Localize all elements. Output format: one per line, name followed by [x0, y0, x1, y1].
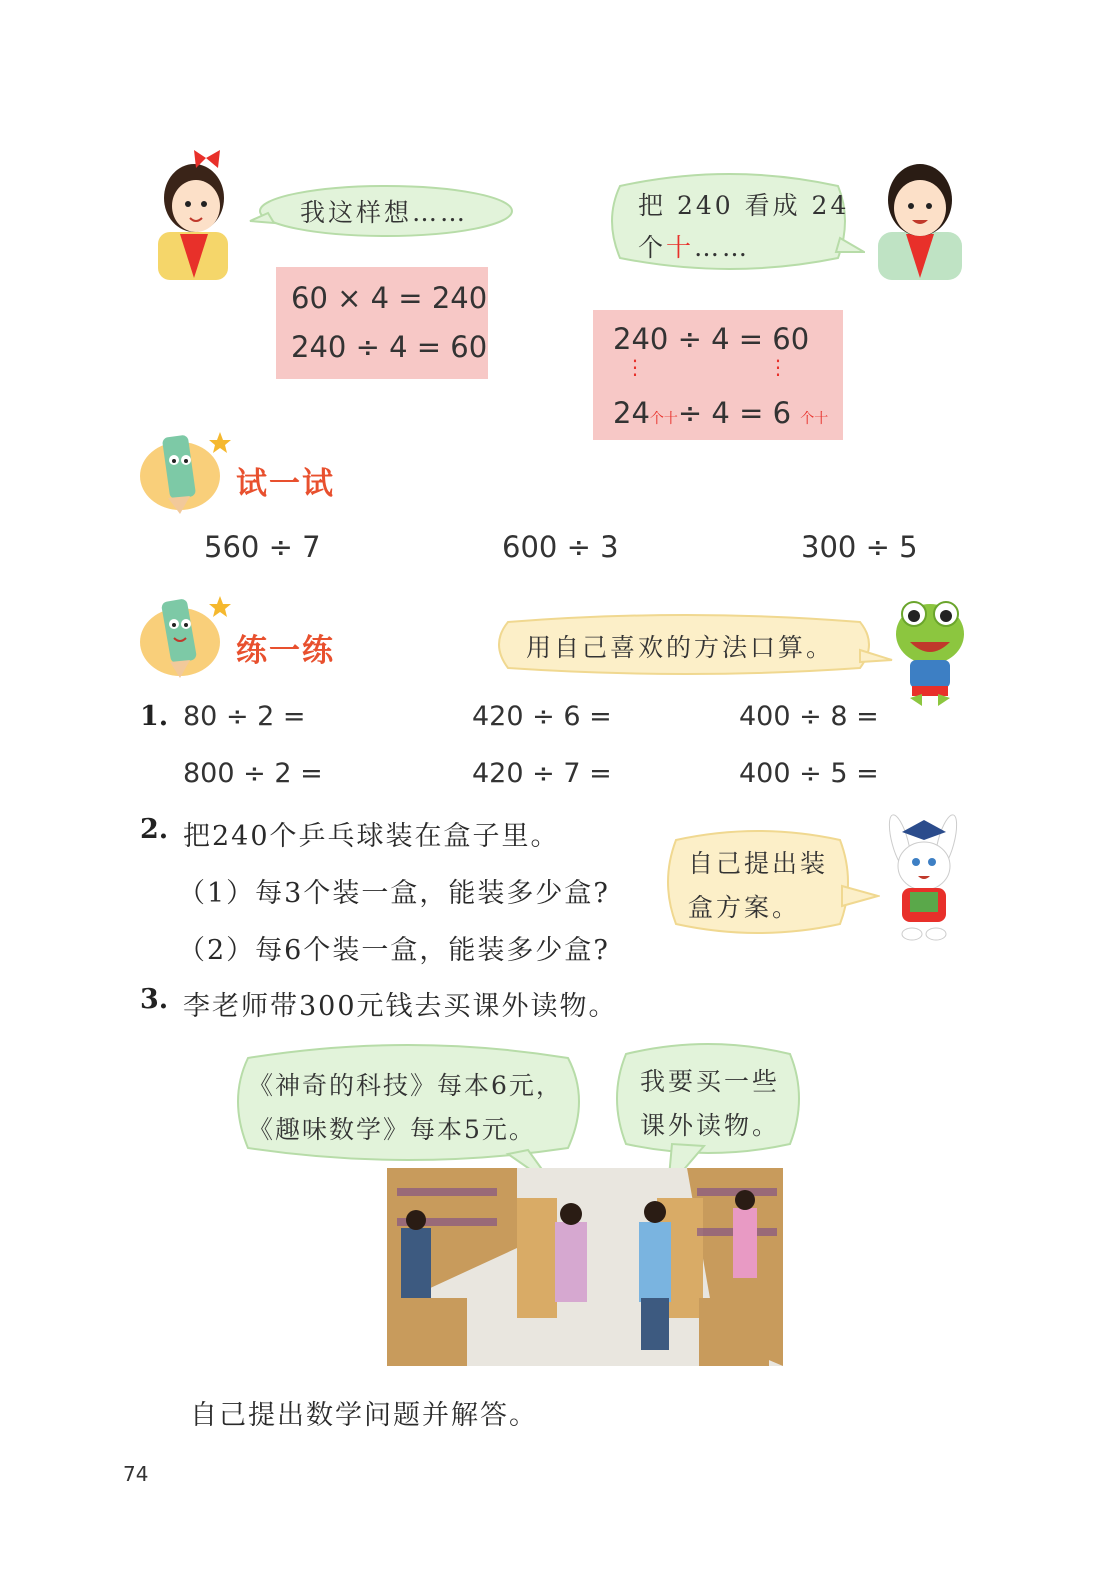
girl-illustration [150, 148, 242, 280]
boy-bubble-line2 [638, 228, 750, 264]
q1-problem: 420 ÷ 6 = [472, 701, 612, 732]
rabbit-bubble-line: 自己提出装 [688, 849, 829, 878]
frog-illustration [892, 598, 968, 708]
rabbit-bubble-line: 盒方案。 [688, 893, 801, 922]
q2-sub2: （2）每6个装一盒，能装多少盒? [178, 935, 610, 966]
teacher-speech-bubble [228, 1038, 594, 1188]
bottom-24: 24 [613, 396, 650, 430]
rabbit-speech-bubble [658, 826, 880, 940]
try-problem: 560 ÷ 7 [204, 530, 321, 564]
boy-bubble-line1: 把 240 看成 24 [638, 191, 850, 220]
q2-text: 把240个乒乓球装在盒子里。 [183, 821, 560, 852]
practice-section-title: 练一练 [236, 633, 335, 669]
boy-bubble-red: 十 [666, 233, 695, 262]
girl-bubble-text: 我这样想…… [300, 198, 469, 227]
equation-line: 240 ÷ 4 = 60 [291, 330, 488, 364]
dotted-link-right: ⋮ [768, 355, 788, 379]
q3-text: 李老师带300元钱去买课外读物。 [183, 991, 618, 1022]
q3-instruction: 自己提出数学问题并解答。 [190, 1400, 538, 1431]
boy-equation-box [593, 310, 843, 440]
rabbit-illustration [880, 812, 966, 942]
teacher-bubble-line: 《神奇的科技》每本6元， [248, 1071, 563, 1100]
try-problem: 300 ÷ 5 [801, 530, 918, 564]
unit-tens-b: 个十 [800, 411, 829, 427]
page-number: 74 [123, 1462, 149, 1486]
try-section-title: 试一试 [236, 466, 335, 502]
bookstore-illustration [387, 1168, 783, 1366]
q1-problem: 800 ÷ 2 = [183, 758, 323, 789]
pencil-mascot-icon [140, 424, 232, 514]
girl-equation-box [276, 267, 488, 379]
q1-problem: 420 ÷ 7 = [472, 758, 612, 789]
boy-speech-bubble [600, 168, 865, 276]
q2-sub1: （1）每3个装一盒，能装多少盒? [178, 878, 610, 909]
q1-problem: 400 ÷ 8 = [739, 701, 879, 732]
pencil-mascot-icon [140, 590, 232, 680]
bottom-rest: ÷ 4 = 6 [677, 396, 792, 430]
unit-tens-a: 个十 [649, 411, 678, 427]
student-bubble-line: 我要买一些 [640, 1067, 781, 1096]
student-bubble-line: 课外读物。 [640, 1111, 781, 1140]
question-number: 3. [140, 984, 169, 1015]
question-number: 2. [140, 814, 169, 845]
boy-bubble-suffix: …… [694, 233, 751, 262]
q1-problem: 400 ÷ 5 = [739, 758, 879, 789]
dotted-link-left: ⋮ [625, 355, 645, 379]
boy-bubble-prefix: 个 [638, 233, 667, 262]
boy-illustration [874, 152, 966, 280]
equation-line: 60 × 4 = 240 [291, 281, 488, 315]
question-number: 1. [140, 701, 169, 732]
girl-speech-bubble [248, 183, 513, 239]
teacher-bubble-line: 《趣味数学》每本5元。 [248, 1115, 536, 1144]
try-problem: 600 ÷ 3 [502, 530, 619, 564]
equation-top: 240 ÷ 4 = 60 [613, 322, 810, 356]
frog-speech-bubble [488, 612, 893, 676]
equation-bottom [613, 396, 828, 430]
frog-bubble-text: 用自己喜欢的方法口算。 [526, 633, 835, 662]
q1-problem: 80 ÷ 2 = [183, 701, 306, 732]
